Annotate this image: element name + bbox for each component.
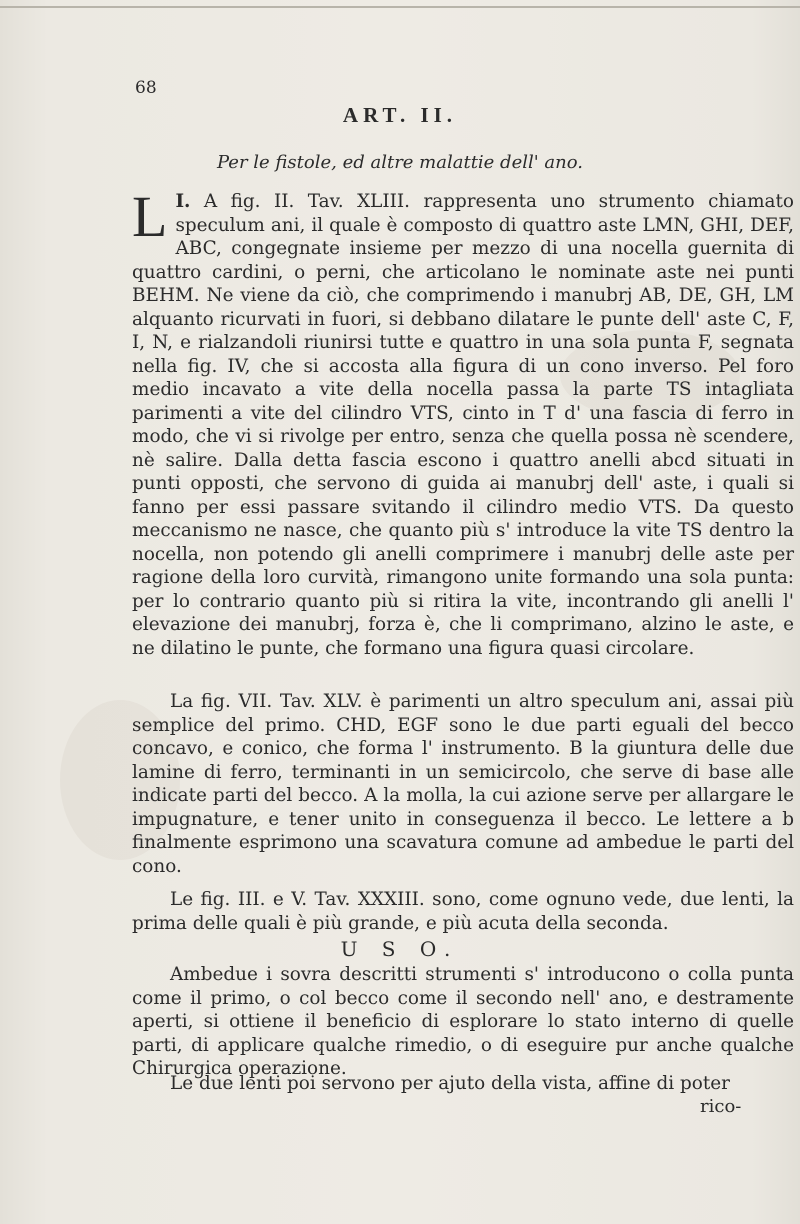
page-top-edge: [0, 6, 800, 8]
drop-cap: L: [132, 184, 168, 249]
paragraph-3-text: Le fig. III. e V. Tav. XXXIII. sono, come ognuno vede, due lenti, la prima delle quali è più grande, e più acuta della seconda.: [132, 889, 794, 934]
catchword: rico-: [700, 1096, 742, 1117]
paragraph-4-text: Ambedue i sovra descritti strumenti s' introducono o colla punta come il primo, o col becco come il secondo nell' ano, e destramente aperti, si ottiene il beneficio di esplorare lo stato interno di quelle parti, di applicare qualche rimedio, o di eseguire pur anche qualche Chirurgica operazione.: [132, 964, 794, 1079]
paragraph-2-text: La fig. VII. Tav. XLV. è parimenti un altro speculum ani, assai più semplice del primo. CHD, EGF sono le due parti eguali del becco concavo, e conico, che forma l' instrumento. B la giuntura delle due lamine di ferro, terminanti in un semicircolo, che serve di base alle indicate parti del becco. A la molla, la cui azione serve per allargare le impugnature, e tener unito in conseguenza il becco. Le lettere a b finalmente esprimono una scavatura comune ad ambedue le parti del cono.: [132, 691, 794, 877]
article-subtitle: Per le fistole, ed altre malattie dell' ano.: [217, 152, 583, 173]
paragraph-2: [132, 690, 794, 878]
paragraph-3: [132, 888, 794, 935]
page-number: 68: [135, 78, 157, 98]
uso-heading: U S O.: [340, 937, 460, 961]
paragraph-5: [132, 1072, 794, 1096]
paragraph-5-text: Le due lenti poi servono per ajuto della vista, affine di poter: [170, 1073, 730, 1094]
section-number: I.: [175, 191, 191, 212]
paragraph-4: [132, 963, 794, 1081]
article-heading: ART. II.: [342, 103, 458, 127]
paragraph-1-text: A fig. II. Tav. XLIII. rappresenta uno strumento chiamato speculum ani, il quale è composto di quattro aste LMN, GHI, DEF, ABC, congegnate insieme per mezzo di una nocella guernita di quattro cardini, o perni, che articolano le nominate aste nei punti BEHM. Ne viene da ciò, che comprimendo i manubrj AB, DE, GH, LM alquanto ricurvati in fuori, si debbano dilatare le punte dell' aste C, F, I, N, e rialzandoli riunirsi tutte e quattro in una sola punta F, segnata nella fig. IV, che si accosta alla figura di un cono inverso. Pel foro medio incavato a vite della nocella passa la parte TS intagliata parimenti a vite del cilindro VTS, cinto in T d' una fascia di ferro in modo, che vi si rivolge per entro, senza che quella possa nè scendere, nè salire. Dalla detta fascia escono i quattro anelli abcd situati in punti opposti, che servono di guida ai manubrj dell' aste, i quali si fanno per essi passare svitando il cilindro medio VTS. Da questo meccanismo ne nasce, che quanto più s' introduce la vite TS dentro la nocella, non potendo gli anelli comprimere i manubrj delle aste per ragione della loro curvità, rimangono unite formando una sola punta: per lo contrario quanto più si ritira la vite, incontrando gli anelli l' elevazione dei manubrj, forza è, che li comprimano, alzino le aste, e ne dilatino le punte, che formano una figura quasi circolare.: [132, 191, 794, 659]
paragraph-1: [132, 184, 794, 660]
